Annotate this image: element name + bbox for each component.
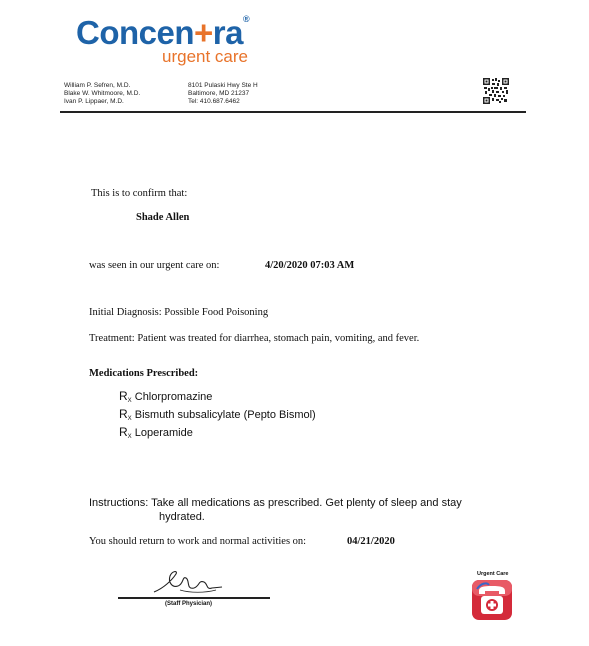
medication-name: Chlorpromazine <box>134 391 213 403</box>
return-date: 04/21/2020 <box>347 536 395 547</box>
logo-subtitle: urgent care <box>162 47 248 66</box>
medication-item <box>119 407 316 422</box>
instructions-line-2: hydrated. <box>159 511 205 523</box>
logo-text-part2: ra <box>212 14 243 51</box>
medication-item <box>119 425 193 440</box>
logo-cross-icon: + <box>194 14 213 51</box>
logo-text-part1: Concen <box>76 14 195 51</box>
physician-1: William P. Sefren, M.D. <box>64 82 131 89</box>
rx-symbol-icon: R <box>119 425 128 439</box>
medication-item <box>119 389 212 404</box>
badge-label: Urgent Care <box>477 571 509 577</box>
address-line-1: 8101 Pulaski Hwy Ste H <box>188 82 258 89</box>
rx-symbol-icon: R <box>119 407 128 421</box>
logo-registered-mark: ® <box>243 14 250 24</box>
rx-subscript: X <box>127 416 132 422</box>
address-line-2: Baltimore, MD 21237 <box>188 90 250 97</box>
header-divider <box>60 111 526 113</box>
initial-diagnosis: Initial Diagnosis: Possible Food Poisoning <box>89 307 269 318</box>
seen-label: was seen in our urgent care on: <box>89 260 220 271</box>
signature-label: (Staff Physician) <box>165 601 213 607</box>
seen-datetime: 4/20/2020 07:03 AM <box>265 260 355 271</box>
physician-2: Blake W. Whitmoore, M.D. <box>64 90 141 97</box>
clinic-address <box>188 82 258 106</box>
return-label: You should return to work and normal activities on: <box>89 536 307 547</box>
qr-code-icon <box>483 78 509 104</box>
physician-list <box>64 82 140 106</box>
physician-3: Ivan P. Lippaer, M.D. <box>64 98 124 105</box>
medication-name: Bismuth subsalicylate (Pepto Bismol) <box>134 409 316 421</box>
instructions-line-1: Instructions: Take all medications as prescribed. Get plenty of sleep and stay <box>89 497 462 509</box>
rx-subscript: X <box>127 398 132 404</box>
medication-name: Loperamide <box>134 427 193 439</box>
physician-signature <box>150 568 230 598</box>
confirm-intro: This is to confirm that: <box>91 188 188 199</box>
urgent-care-phone-icon <box>471 579 513 621</box>
signature-line <box>118 597 270 599</box>
address-phone: Tel: 410.687.6462 <box>188 98 240 105</box>
patient-name: Shade Allen <box>136 212 190 223</box>
medications-heading: Medications Prescribed: <box>89 368 199 379</box>
rx-symbol-icon: R <box>119 389 128 403</box>
rx-subscript: X <box>127 434 132 440</box>
treatment-text: Treatment: Patient was treated for diarrhea, stomach pain, vomiting, and fever. <box>89 333 420 344</box>
